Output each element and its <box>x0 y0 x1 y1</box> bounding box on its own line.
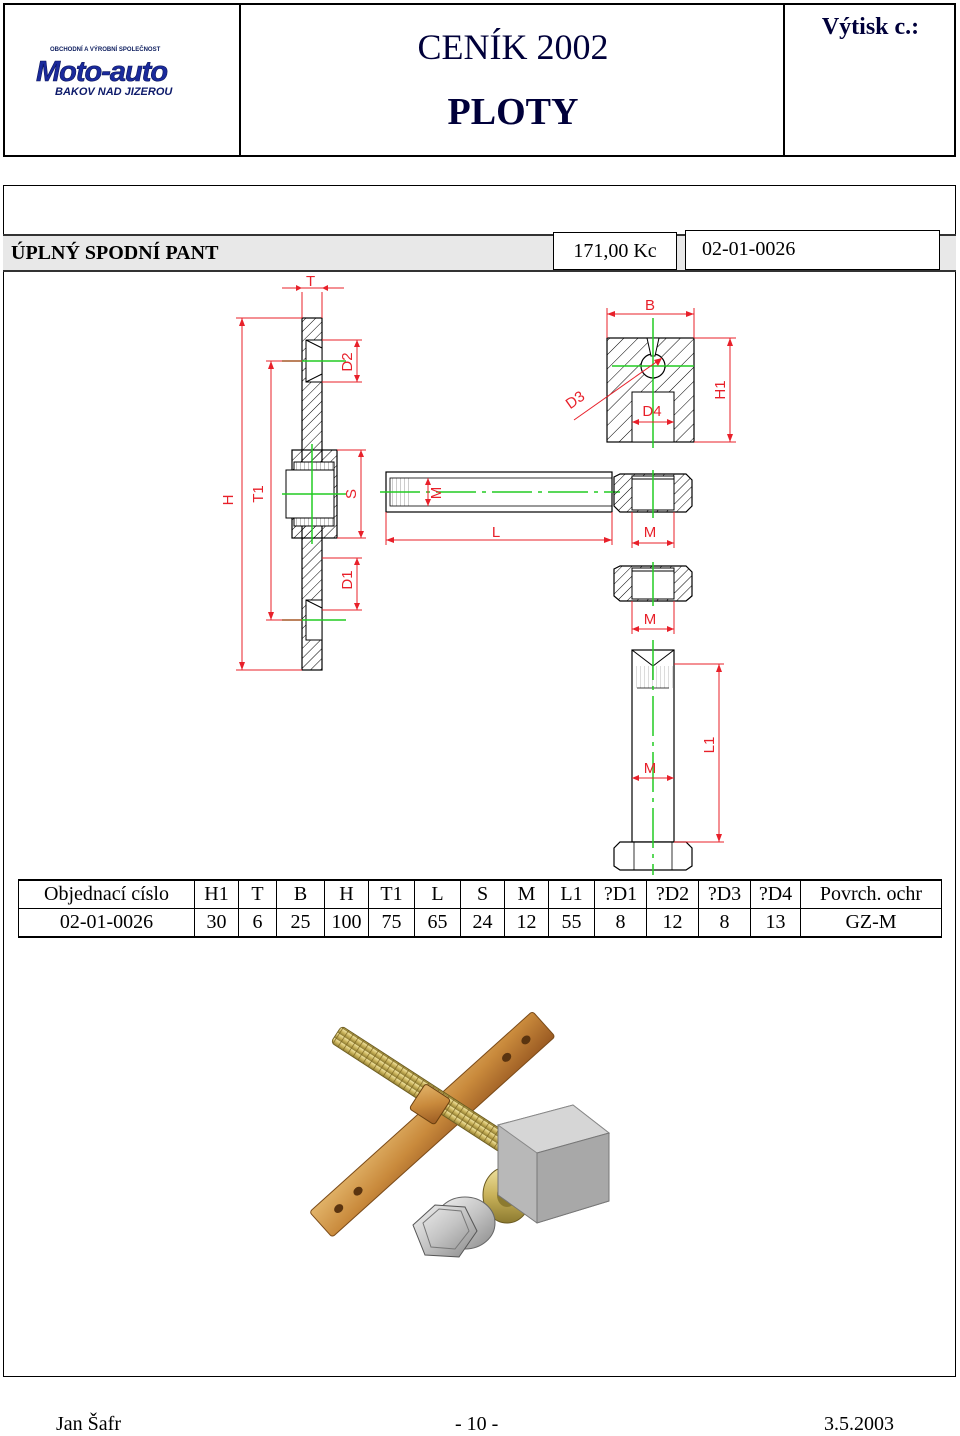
dim-label-m-nut2: M <box>643 611 657 628</box>
table-header-cell: T <box>239 880 277 909</box>
table-cell: 8 <box>595 909 647 938</box>
nut-view-2 <box>614 562 692 634</box>
table-header-cell: Povrch. ochr <box>801 880 942 909</box>
product-photo <box>293 995 639 1283</box>
page-title: CENÍK 2002 <box>417 27 609 67</box>
table-header-cell: ?D4 <box>751 880 801 909</box>
table-header-cell: L <box>415 880 461 909</box>
table-header-cell: M <box>505 880 549 909</box>
table-cell: 12 <box>505 909 549 938</box>
dim-label-m-bolt: M <box>643 760 657 777</box>
dim-label-d2: D2 <box>339 352 356 372</box>
table-header-cell: ?D2 <box>647 880 699 909</box>
logo-brand: Moto-auto <box>36 56 168 88</box>
dim-label-b: B <box>644 297 656 314</box>
table-cell: 24 <box>461 909 505 938</box>
dim-label-s: S <box>343 488 360 500</box>
table-cell: 02-01-0026 <box>19 909 195 938</box>
dim-label-m-rod: M <box>428 486 445 500</box>
print-label: Výtisk c.: <box>821 14 920 40</box>
footer-date: 3.5.2003 <box>824 1413 894 1435</box>
table-cell: 75 <box>369 909 415 938</box>
table-cell: GZ-M <box>801 909 942 938</box>
dim-label-d1: D1 <box>339 570 356 590</box>
product-code: 02-01-0026 <box>685 230 940 270</box>
table-cell: 13 <box>751 909 801 938</box>
logo-tagline: OBCHODNÍ A VÝROBNÍ SPOLEČNOST <box>50 47 161 53</box>
table-cell: 8 <box>699 909 751 938</box>
table-cell: 65 <box>415 909 461 938</box>
bolt-view <box>614 640 724 875</box>
dim-label-h1: H1 <box>712 380 729 400</box>
dim-label-t: T <box>306 273 316 290</box>
nut-view-1 <box>614 470 692 548</box>
table-cell: 25 <box>277 909 325 938</box>
dim-label-m-nut1: M <box>643 524 657 541</box>
table-header-cell: H1 <box>195 880 239 909</box>
table-header-cell: H <box>325 880 369 909</box>
footer-page-number: - 10 - <box>455 1413 499 1435</box>
dim-label-l: L <box>491 524 501 541</box>
table-cell: 12 <box>647 909 699 938</box>
logo-city: BAKOV NAD JIZEROU <box>55 86 173 98</box>
page-subtitle: PLOTY <box>447 91 579 133</box>
dim-label-d3: D3 <box>562 387 589 413</box>
plate-view <box>220 273 366 670</box>
table-row <box>19 909 942 938</box>
table-header-cell: ?D1 <box>595 880 647 909</box>
table-header-row <box>19 880 942 909</box>
table-cell: 55 <box>549 909 595 938</box>
table-cell: 6 <box>239 909 277 938</box>
table-header-cell: B <box>277 880 325 909</box>
product-name: ÚPLNÝ SPODNÍ PANT <box>11 242 219 264</box>
rod-view <box>380 472 620 545</box>
product-price: 171,00 Kc <box>553 232 677 270</box>
footer-author: Jan Šafr <box>56 1413 121 1435</box>
table-header-cell: L1 <box>549 880 595 909</box>
table-header-cell: ?D3 <box>699 880 751 909</box>
table-header-cell: S <box>461 880 505 909</box>
dim-label-h: H <box>220 494 237 506</box>
table-header-cell: T1 <box>369 880 415 909</box>
table-cell: 100 <box>325 909 369 938</box>
dim-label-d4: D4 <box>642 403 662 420</box>
spec-table <box>18 879 942 938</box>
dim-label-l1: L1 <box>701 736 718 754</box>
table-header-cell: Objednací císlo <box>19 880 195 909</box>
technical-drawing <box>215 270 760 875</box>
block-view <box>563 297 736 448</box>
table-cell: 30 <box>195 909 239 938</box>
dim-label-t1: T1 <box>250 485 267 503</box>
